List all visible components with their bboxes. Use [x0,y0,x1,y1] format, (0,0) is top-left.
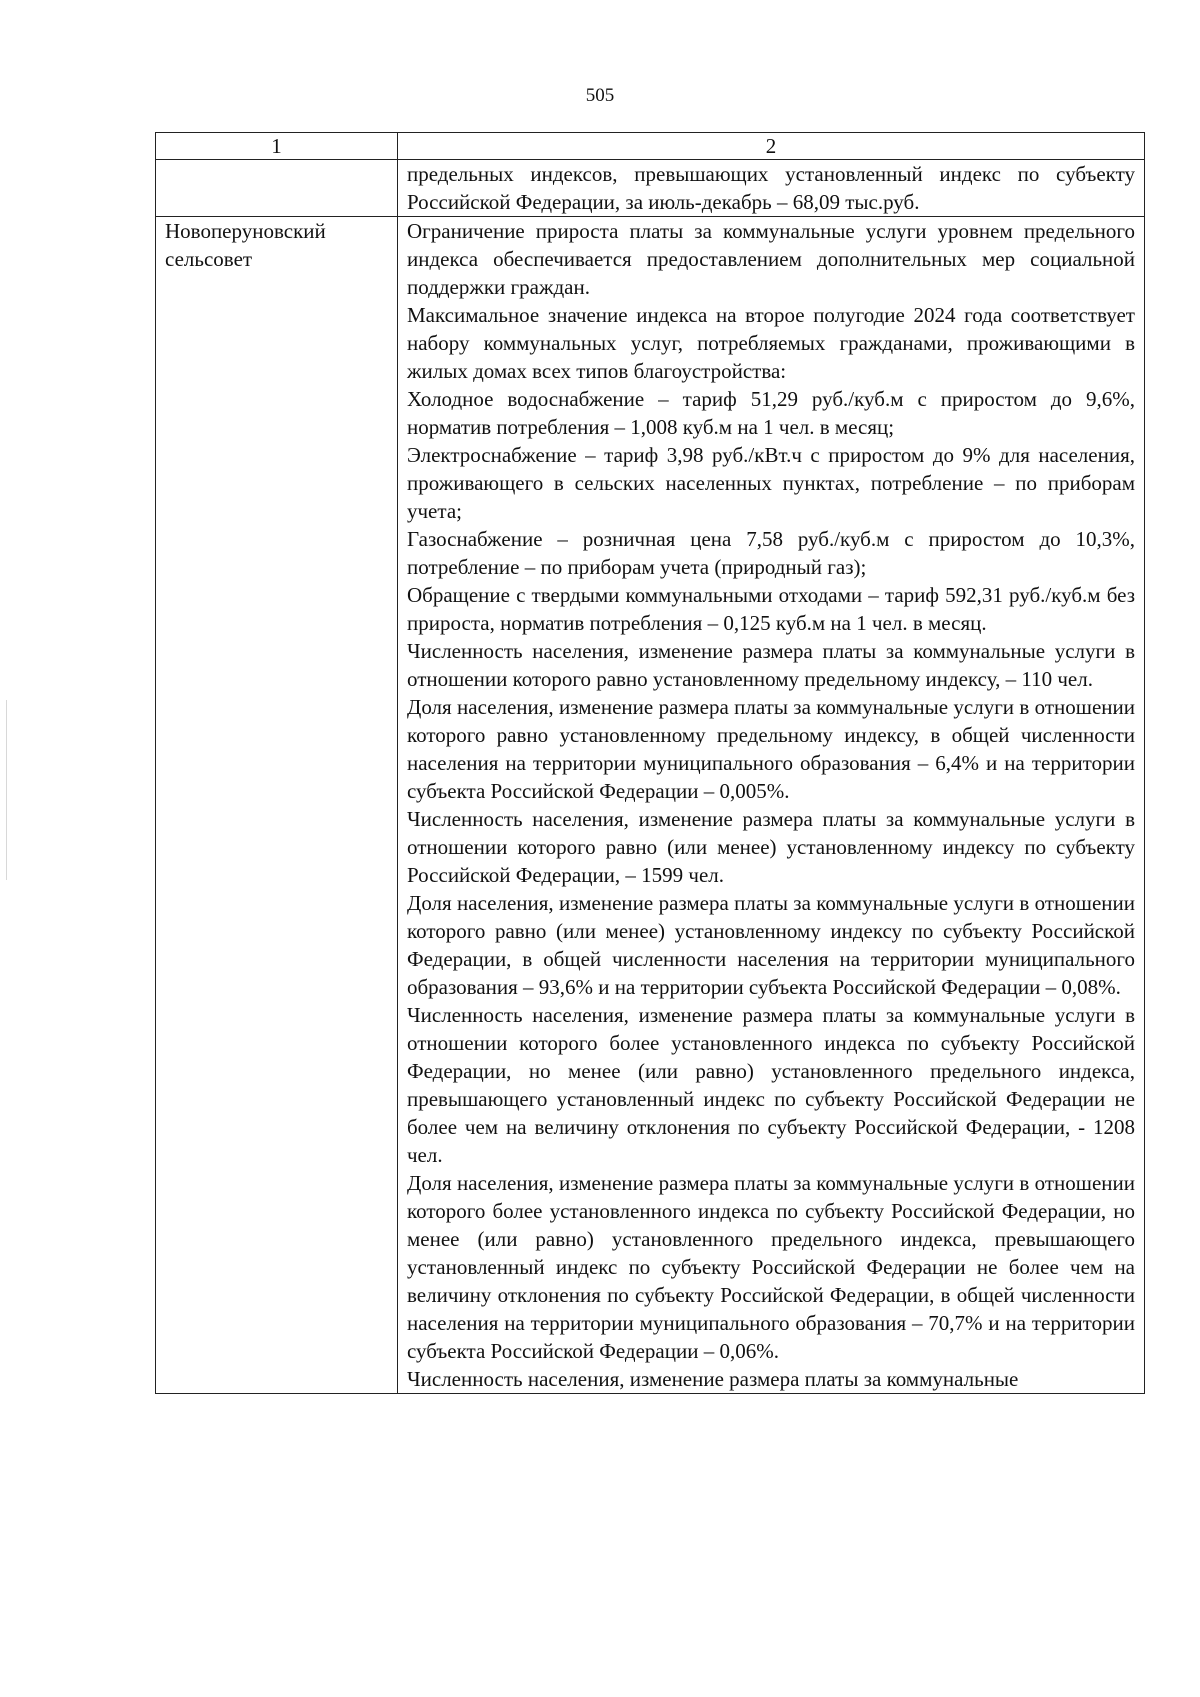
continuation-paragraph: предельных индексов, превышающих установленный индекс по субъекту Российской Федерации, за июль-декабрь – 68,09 тыс.руб. [407,162,1135,214]
column-header-1: 1 [156,133,398,160]
municipality-name: Новоперуновский сельсовет [156,217,398,1394]
paragraph-gas: Газоснабжение – розничная цена 7,58 руб./куб.м с приростом до 10,3%, потребление – по приборам учета (природный газ); [407,527,1135,579]
paragraph-share-equal-limit: Доля населения, изменение размера платы за коммунальные услуги в отношении которого равно установленному предельному индексу, в общей численности населения на территории муниципального образования – 6,4% и на территории субъекта Российской Федерации – 0,005%. [407,695,1135,803]
paragraph-share-above-subject: Доля населения, изменение размера платы за коммунальные услуги в отношении которого более установленного индекса по субъекту Российской Федерации, но менее (или равно) установленного предельного индекса, превышающего установленный индекс по субъекту Российской Федерации не более чем на величину отклонения по субъекту Российской Федерации, в общей численности населения на территории муниципального образования – 70,7% и на территории субъекта Российской Федерации – 0,06%. [407,1171,1135,1363]
paragraph-population-truncated: Численность населения, изменение размера платы за коммунальные [407,1367,1019,1391]
column-header-2: 2 [398,133,1145,160]
paragraph-cold-water: Холодное водоснабжение – тариф 51,29 руб./куб.м с приростом до 9,6%, норматив потребления – 1,008 куб.м на 1 чел. в месяц; [407,387,1135,439]
page-number: 505 [585,85,615,106]
document-table [155,132,1145,1394]
scan-edge-mark [6,700,7,880]
paragraph-solid-waste: Обращение с твердыми коммунальными отходами – тариф 592,31 руб./куб.м без прироста, норматив потребления – 0,125 куб.м на 1 чел. в месяц. [407,583,1135,635]
paragraph-price-limit: Ограничение прироста платы за коммунальные услуги уровнем предельного индекса обеспечивается предоставлением дополнительных мер социальной поддержки граждан. [407,219,1135,299]
main-description [398,217,1145,1394]
paragraph-population-equal-limit: Численность населения, изменение размера платы за коммунальные услуги в отношении которого равно установленному предельному индексу, – 110 чел. [407,639,1135,691]
continuation-col2 [398,160,1145,217]
paragraph-max-index: Максимальное значение индекса на второе полугодие 2024 года соответствует набору коммунальных услуг, потребляемых гражданами, проживающими в жилых домах всех типов благоустройства: [407,303,1135,383]
paragraph-share-le-subject: Доля населения, изменение размера платы за коммунальные услуги в отношении которого равно (или менее) установленному индексу по субъекту Российской Федерации, в общей численности населения на территории муниципального образования – 93,6% и на территории субъекта Российской Федерации – 0,08%. [407,891,1135,999]
paragraph-population-le-subject: Численность населения, изменение размера платы за коммунальные услуги в отношении которого равно (или менее) установленному индексу по субъекту Российской Федерации, – 1599 чел. [407,807,1135,887]
table-header-row [156,133,1145,160]
table-row-continuation [156,160,1145,217]
table-row-main [156,217,1145,1394]
continuation-col1 [156,160,398,217]
paragraph-electricity: Электроснабжение – тариф 3,98 руб./кВт.ч с приростом до 9% для населения, проживающего в сельских населенных пунктах, потребление – по приборам учета; [407,443,1135,523]
paragraph-population-above-subject: Численность населения, изменение размера платы за коммунальные услуги в отношении которого более установленного индекса по субъекту Российской Федерации, но менее (или равно) установленного предельного индекса, превышающего установленный индекс по субъекту Российской Федерации не более чем на величину отклонения по субъекту Российской Федерации, - 1208 чел. [407,1003,1135,1167]
